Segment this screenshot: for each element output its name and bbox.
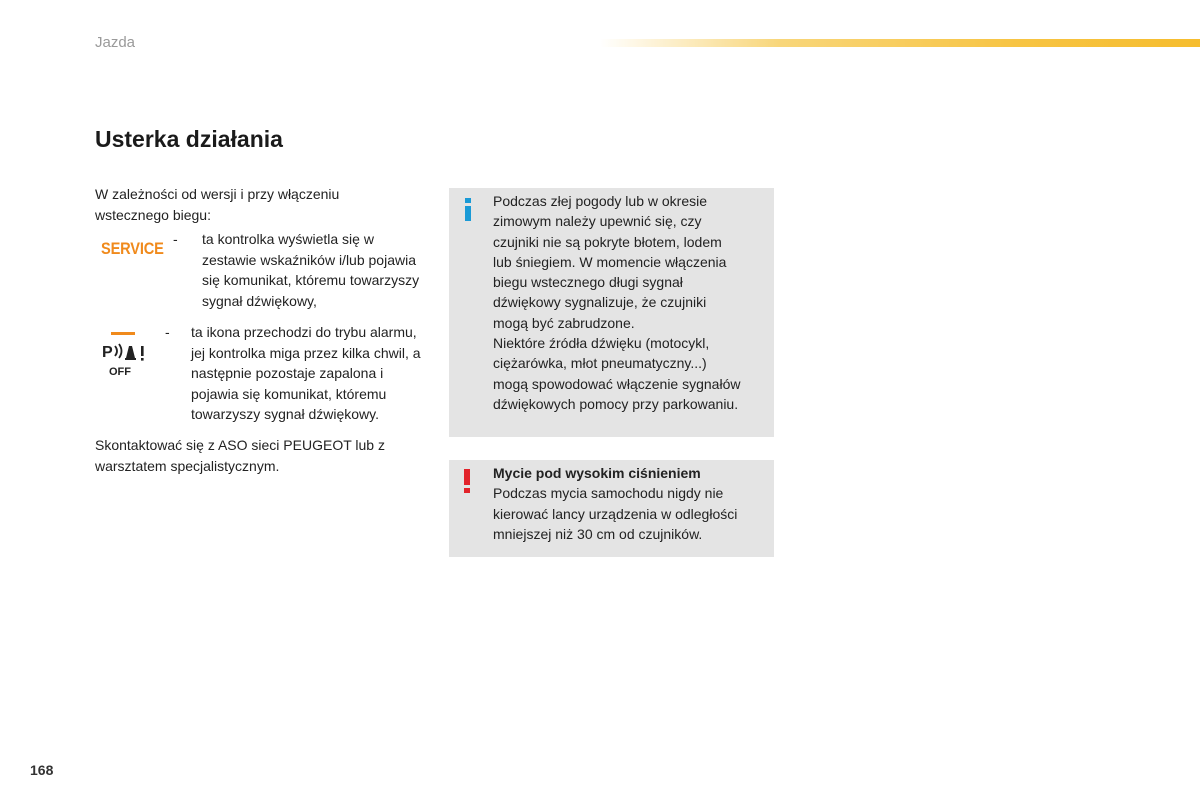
list-item-text: ta kontrolka wyświetla się w zestawie wskaźników i/lub pojawia się komunikat, któremu towarzyszy sygnał dźwiękowy, bbox=[202, 231, 420, 309]
info-box-text bbox=[493, 191, 773, 414]
info-box bbox=[449, 188, 774, 437]
info-line: dźwiękowych pomocy przy parkowaniu. bbox=[493, 395, 739, 412]
parking-sensors-off-icon bbox=[99, 328, 151, 380]
section-label: Jazda bbox=[95, 34, 136, 51]
bullet-dash: - bbox=[165, 324, 170, 340]
info-line: Niektóre źródła dźwięku (motocykl, bbox=[493, 335, 710, 352]
info-line: ciężarówka, młot pneumatyczny...) bbox=[493, 355, 707, 372]
info-line: mogą być zabrudzone. bbox=[493, 314, 635, 331]
page-title: Usterka działania bbox=[95, 126, 283, 152]
warning-line: Podczas mycia samochodu nigdy nie bbox=[493, 485, 724, 502]
svg-text:P: P bbox=[102, 344, 113, 361]
service-warning-icon: SERVICE bbox=[101, 239, 164, 258]
info-line: dźwiękowy sygnalizuje, że czujniki bbox=[493, 294, 707, 311]
info-line: lub śniegiem. W momencie włączenia bbox=[493, 253, 727, 270]
list-item-text: ta ikona przechodzi do trybu alarmu, jej kontrolka miga przez kilka chwil, a następnie pozostaje zapalona i pojawia się komunikat, któremu towarzyszy sygnał dźwiękowy. bbox=[191, 324, 421, 422]
info-line: czujniki nie są pokryte błotem, lodem bbox=[493, 233, 722, 250]
info-line: Podczas złej pogody lub w okresie bbox=[493, 193, 708, 209]
svg-text:OFF: OFF bbox=[109, 366, 131, 378]
info-line: mogą spowodować włączenie sygnałów bbox=[493, 375, 741, 392]
warning-title: Mycie pod wysokim ciśnieniem bbox=[493, 465, 701, 481]
info-line: zimowym należy upewnić się, czy bbox=[493, 213, 702, 230]
warning-line: kierować lancy urządzenia w odległości bbox=[493, 505, 738, 522]
list-item bbox=[95, 322, 435, 434]
page-number: 168 bbox=[30, 762, 54, 778]
list-item bbox=[95, 229, 435, 319]
warning-exclamation-icon bbox=[462, 469, 472, 493]
warning-line: mniejszej niż 30 cm od czujników. bbox=[493, 525, 703, 542]
header-accent-bar bbox=[600, 39, 1200, 47]
intro-paragraph: W zależności od wersji i przy włączeniu wstecznego biegu: bbox=[95, 186, 340, 223]
info-line: biegu wstecznego długi sygnał bbox=[493, 274, 683, 291]
info-icon bbox=[463, 198, 473, 222]
contact-paragraph: Skontaktować się z ASO sieci PEUGEOT lub z warsztatem specjalistycznym. bbox=[95, 437, 385, 474]
warning-box bbox=[449, 460, 774, 557]
warning-box-text bbox=[493, 463, 773, 544]
bullet-dash: - bbox=[173, 231, 178, 247]
